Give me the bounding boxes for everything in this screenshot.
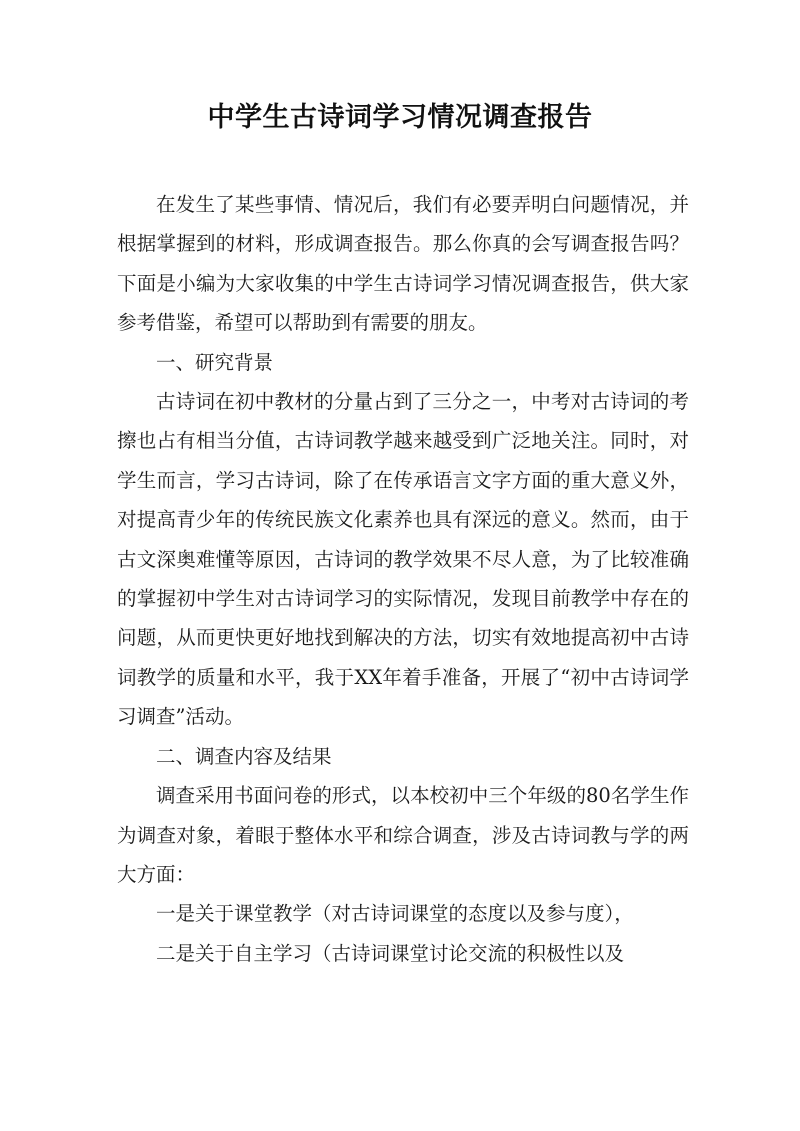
survey-item-self-study: 二是关于自主学习（古诗词课堂讨论交流的积极性以及 — [156, 941, 625, 965]
intro-paragraph: 在发生了某些事情、情况后，我们有必要弄明白问题情况，并根据掌握到的材料，形成调查报告。那么你真的会写调查报告吗？下面是小编为大家收集的中学生古诗词学习情况调查报告，供大家参考借鉴，希望可以帮助到有需要的朋友。 — [117, 193, 689, 335]
section-heading-background: 一、研究背景 — [156, 350, 274, 374]
document-title: 中学生古诗词学习情况调查报告 — [207, 102, 593, 133]
survey-paragraph: 调查采用书面问卷的形式，以本校初中三个年级的80名学生作为调查对象，着眼于整体水平和综合调查，涉及古诗词教与学的两大方面： — [117, 784, 689, 886]
survey-item-classroom: 一是关于课堂教学（对古诗词课堂的态度以及参与度）， — [156, 902, 634, 926]
document-body — [117, 185, 689, 973]
section-heading-survey: 二、调查内容及结果 — [156, 744, 332, 768]
background-paragraph: 古诗词在初中教材的分量占到了三分之一，中考对古诗词的考擦也占有相当分值，古诗词教学越来越受到广泛地关注。同时，对学生而言，学习古诗词，除了在传承语言文字方面的重大意义外，对提高青少年的传统民族文化素养也具有深远的意义。然而，由于古文深奥难懂等原因，古诗词的教学效果不尽人意，为了比较准确的掌握初中学生对古诗词学习的实际情况，发现目前教学中存在的问题，从而更快更好地找到解决的方法，切实有效地提高初中古诗词教学的质量和水平，我于XX年着手准备，开展了“初中古诗词学习调查”活动。 — [117, 390, 689, 729]
